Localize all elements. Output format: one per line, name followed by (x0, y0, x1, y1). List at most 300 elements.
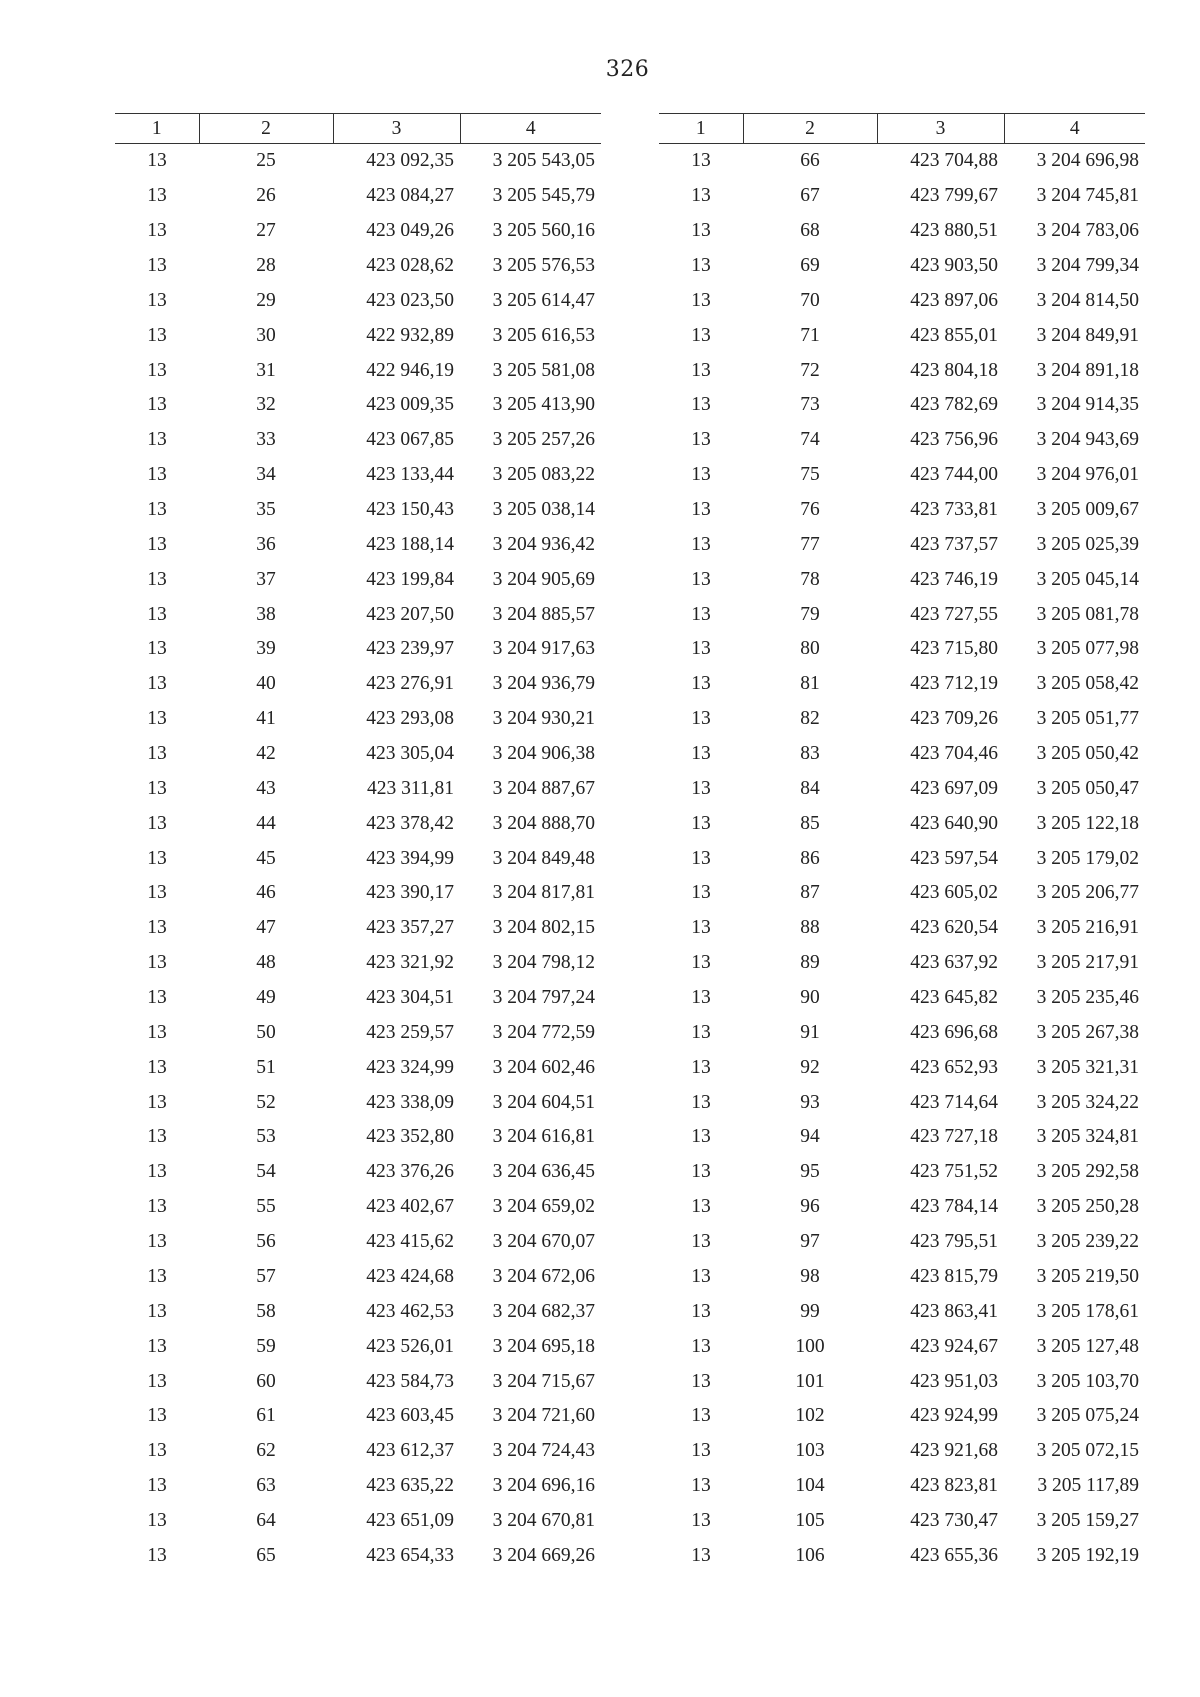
point-number-cell: 102 (795, 1405, 825, 1427)
column-header-2: 2 (199, 114, 333, 144)
table-row (659, 283, 1145, 318)
y-coordinate-cell: 3 204 914,35 (1036, 394, 1139, 416)
x-coordinate-cell: 423 304,51 (366, 987, 454, 1009)
table-row (115, 1085, 601, 1120)
point-number-cell: 58 (256, 1300, 276, 1322)
section-cell: 13 (691, 1509, 711, 1531)
y-coordinate-cell: 3 205 058,42 (1036, 673, 1139, 695)
y-coordinate-cell: 3 204 783,06 (1036, 220, 1139, 242)
table-row (659, 806, 1145, 841)
x-coordinate-cell: 423 023,50 (366, 289, 454, 311)
y-coordinate-cell: 3 205 239,22 (1036, 1231, 1139, 1253)
x-coordinate-cell: 423 133,44 (366, 464, 454, 486)
section-cell: 13 (691, 289, 711, 311)
point-number-cell: 47 (256, 917, 276, 939)
y-coordinate-cell: 3 204 814,50 (1036, 289, 1139, 311)
point-number-cell: 78 (800, 568, 820, 590)
section-cell: 13 (691, 1475, 711, 1497)
x-coordinate-cell: 423 603,45 (366, 1405, 454, 1427)
y-coordinate-cell: 3 205 206,77 (1036, 882, 1139, 904)
section-cell: 13 (691, 812, 711, 834)
point-number-cell: 55 (256, 1196, 276, 1218)
table-row (659, 1434, 1145, 1469)
y-coordinate-cell: 3 204 669,26 (492, 1544, 595, 1566)
x-coordinate-cell: 423 655,36 (910, 1544, 998, 1566)
section-cell: 13 (147, 952, 167, 974)
x-coordinate-cell: 423 863,41 (910, 1300, 998, 1322)
table-row (115, 771, 601, 806)
section-cell: 13 (691, 1021, 711, 1043)
y-coordinate-cell: 3 204 849,48 (492, 847, 595, 869)
point-number-cell: 68 (800, 220, 820, 242)
y-coordinate-cell: 3 205 083,22 (492, 464, 595, 486)
y-coordinate-cell: 3 205 122,18 (1036, 812, 1139, 834)
section-cell: 13 (691, 1300, 711, 1322)
table-row (659, 1364, 1145, 1399)
point-number-cell: 40 (256, 673, 276, 695)
section-cell: 13 (691, 1161, 711, 1183)
point-number-cell: 52 (256, 1091, 276, 1113)
point-number-cell: 26 (256, 185, 276, 207)
table-row (115, 597, 601, 632)
section-cell: 13 (147, 255, 167, 276)
point-number-cell: 79 (800, 603, 820, 625)
table-row (659, 353, 1145, 388)
x-coordinate-cell: 423 924,99 (910, 1405, 998, 1427)
section-cell: 13 (147, 1370, 167, 1392)
section-cell: 13 (147, 289, 167, 311)
x-coordinate-cell: 423 951,03 (910, 1370, 998, 1392)
table-row (115, 841, 601, 876)
point-number-cell: 98 (800, 1265, 820, 1287)
section-cell: 13 (691, 1056, 711, 1078)
table-row (659, 1294, 1145, 1329)
y-coordinate-cell: 3 205 051,77 (1036, 708, 1139, 730)
x-coordinate-cell: 423 276,91 (366, 673, 454, 695)
y-coordinate-cell: 3 205 178,61 (1036, 1300, 1139, 1322)
point-number-cell: 33 (256, 429, 276, 451)
section-cell: 13 (147, 777, 167, 799)
point-number-cell: 76 (800, 499, 820, 521)
point-number-cell: 32 (256, 394, 276, 416)
x-coordinate-cell: 423 795,51 (910, 1231, 998, 1253)
point-number-cell: 100 (795, 1335, 825, 1357)
y-coordinate-cell: 3 204 696,98 (1036, 150, 1139, 172)
point-number-cell: 42 (256, 743, 276, 765)
x-coordinate-cell: 423 880,51 (910, 220, 998, 242)
table-row (115, 1329, 601, 1364)
table-row (115, 1190, 601, 1225)
table-row (659, 1050, 1145, 1085)
y-coordinate-cell: 3 205 081,78 (1036, 603, 1139, 625)
x-coordinate-cell: 423 823,81 (910, 1475, 998, 1497)
section-cell: 13 (691, 1335, 711, 1357)
table-row (659, 1329, 1145, 1364)
y-coordinate-cell: 3 205 257,26 (492, 429, 595, 451)
y-coordinate-cell: 3 205 025,39 (1036, 533, 1139, 555)
point-number-cell: 53 (256, 1126, 276, 1148)
point-number-cell: 64 (256, 1509, 276, 1531)
x-coordinate-cell: 423 150,43 (366, 499, 454, 521)
y-coordinate-cell: 3 205 217,91 (1036, 952, 1139, 974)
y-coordinate-cell: 3 204 659,02 (492, 1196, 595, 1218)
x-coordinate-cell: 423 259,57 (366, 1021, 454, 1043)
table-row (659, 911, 1145, 946)
table-row (115, 214, 601, 249)
table-row (115, 911, 601, 946)
table-row (115, 388, 601, 423)
section-cell: 13 (147, 394, 167, 416)
point-number-cell: 28 (256, 255, 276, 276)
table-row (115, 1260, 601, 1295)
column-header-3: 3 (333, 114, 460, 144)
x-coordinate-cell: 423 727,18 (910, 1126, 998, 1148)
section-cell: 13 (147, 1544, 167, 1566)
y-coordinate-cell: 3 205 050,42 (1036, 743, 1139, 765)
point-number-cell: 99 (800, 1300, 820, 1322)
page-number: 326 (605, 57, 650, 82)
table-row (115, 179, 601, 214)
section-cell: 13 (147, 1231, 167, 1253)
point-number-cell: 30 (256, 324, 276, 346)
x-coordinate-cell: 423 067,85 (366, 429, 454, 451)
table-row (659, 562, 1145, 597)
x-coordinate-cell: 423 704,46 (910, 743, 998, 765)
point-number-cell: 89 (800, 952, 820, 974)
section-cell: 13 (691, 777, 711, 799)
point-number-cell: 65 (256, 1544, 276, 1566)
section-cell: 13 (691, 324, 711, 346)
x-coordinate-cell: 423 049,26 (366, 220, 454, 242)
y-coordinate-cell: 3 204 695,18 (492, 1335, 595, 1357)
y-coordinate-cell: 3 205 543,05 (492, 150, 595, 172)
column-header-1: 1 (659, 114, 743, 144)
table-row (659, 388, 1145, 423)
section-cell: 13 (691, 1440, 711, 1462)
point-number-cell: 27 (256, 220, 276, 242)
point-number-cell: 87 (800, 882, 820, 904)
point-number-cell: 50 (256, 1021, 276, 1043)
section-cell: 13 (147, 220, 167, 242)
x-coordinate-cell: 423 092,35 (366, 150, 454, 172)
y-coordinate-cell: 3 205 179,02 (1036, 847, 1139, 869)
y-coordinate-cell: 3 205 560,16 (492, 220, 595, 242)
table-row (115, 1399, 601, 1434)
point-number-cell: 63 (256, 1475, 276, 1497)
section-cell: 13 (691, 1126, 711, 1148)
table-body (659, 144, 1145, 1574)
point-number-cell: 91 (800, 1021, 820, 1043)
x-coordinate-cell: 423 704,88 (910, 150, 998, 172)
y-coordinate-cell: 3 204 721,60 (492, 1405, 595, 1427)
point-number-cell: 77 (800, 533, 820, 555)
x-coordinate-cell: 423 744,00 (910, 464, 998, 486)
x-coordinate-cell: 423 654,33 (366, 1544, 454, 1566)
table-row (659, 1015, 1145, 1050)
y-coordinate-cell: 3 205 075,24 (1036, 1405, 1139, 1427)
section-cell: 13 (147, 1405, 167, 1427)
x-coordinate-cell: 423 612,37 (366, 1440, 454, 1462)
table-row (659, 1155, 1145, 1190)
y-coordinate-cell: 3 205 292,58 (1036, 1161, 1139, 1183)
table-header (659, 114, 1145, 144)
x-coordinate-cell: 423 378,42 (366, 812, 454, 834)
table-row (659, 1504, 1145, 1539)
table-row (659, 667, 1145, 702)
y-coordinate-cell: 3 204 604,51 (492, 1091, 595, 1113)
y-coordinate-cell: 3 204 797,24 (492, 987, 595, 1009)
x-coordinate-cell: 423 357,27 (366, 917, 454, 939)
table-row (659, 1399, 1145, 1434)
point-number-cell: 35 (256, 499, 276, 521)
point-number-cell: 61 (256, 1405, 276, 1427)
table-row (115, 1538, 601, 1573)
table-row (115, 1434, 601, 1469)
table-row (115, 1364, 601, 1399)
x-coordinate-cell: 423 635,22 (366, 1475, 454, 1497)
point-number-cell: 75 (800, 464, 820, 486)
point-number-cell: 70 (800, 289, 820, 311)
table-row (115, 702, 601, 737)
section-cell: 13 (147, 1475, 167, 1497)
table-row (115, 1015, 601, 1050)
table-row (659, 1190, 1145, 1225)
table-row (659, 144, 1145, 179)
point-number-cell: 39 (256, 638, 276, 660)
x-coordinate-cell: 423 352,80 (366, 1126, 454, 1148)
point-number-cell: 66 (800, 150, 820, 172)
section-cell: 13 (147, 1335, 167, 1357)
point-number-cell: 97 (800, 1231, 820, 1253)
y-coordinate-cell: 3 204 817,81 (492, 882, 595, 904)
column-header-4: 4 (1004, 114, 1145, 144)
point-number-cell: 106 (795, 1544, 825, 1566)
x-coordinate-cell: 423 321,92 (366, 952, 454, 974)
table-row (115, 527, 601, 562)
y-coordinate-cell: 3 205 159,27 (1036, 1509, 1139, 1531)
table-row (115, 283, 601, 318)
x-coordinate-cell: 423 402,67 (366, 1196, 454, 1218)
x-coordinate-cell: 422 932,89 (366, 324, 454, 346)
table-row (115, 1225, 601, 1260)
point-number-cell: 34 (256, 464, 276, 486)
table-row (115, 353, 601, 388)
table-row (659, 493, 1145, 528)
section-cell: 13 (147, 743, 167, 765)
y-coordinate-cell: 3 204 715,67 (492, 1370, 595, 1392)
x-coordinate-cell: 423 605,02 (910, 882, 998, 904)
table-row (115, 1294, 601, 1329)
x-coordinate-cell: 423 390,17 (366, 882, 454, 904)
y-coordinate-cell: 3 205 219,50 (1036, 1265, 1139, 1287)
y-coordinate-cell: 3 204 887,67 (492, 777, 595, 799)
table-row (659, 876, 1145, 911)
section-cell: 13 (147, 150, 167, 172)
point-number-cell: 104 (795, 1475, 825, 1497)
x-coordinate-cell: 423 712,19 (910, 673, 998, 695)
x-coordinate-cell: 423 645,82 (910, 987, 998, 1009)
point-number-cell: 74 (800, 429, 820, 451)
x-coordinate-cell: 423 697,09 (910, 777, 998, 799)
y-coordinate-cell: 3 205 250,28 (1036, 1196, 1139, 1218)
x-coordinate-cell: 423 424,68 (366, 1265, 454, 1287)
point-number-cell: 105 (795, 1509, 825, 1531)
y-coordinate-cell: 3 205 127,48 (1036, 1335, 1139, 1357)
section-cell: 13 (691, 603, 711, 625)
y-coordinate-cell: 3 204 670,81 (492, 1509, 595, 1531)
section-cell: 13 (691, 429, 711, 451)
x-coordinate-cell: 423 324,99 (366, 1056, 454, 1078)
section-cell: 13 (691, 394, 711, 416)
section-cell: 13 (691, 220, 711, 242)
point-number-cell: 43 (256, 777, 276, 799)
section-cell: 13 (691, 917, 711, 939)
y-coordinate-cell: 3 205 050,47 (1036, 777, 1139, 799)
y-coordinate-cell: 3 204 799,34 (1036, 255, 1139, 276)
point-number-cell: 36 (256, 533, 276, 555)
y-coordinate-cell: 3 204 636,45 (492, 1161, 595, 1183)
y-coordinate-cell: 3 205 038,14 (492, 499, 595, 521)
point-number-cell: 95 (800, 1161, 820, 1183)
y-coordinate-cell: 3 204 930,21 (492, 708, 595, 730)
section-cell: 13 (691, 1405, 711, 1427)
x-coordinate-cell: 423 714,64 (910, 1091, 998, 1113)
y-coordinate-cell: 3 204 670,07 (492, 1231, 595, 1253)
table-row (115, 946, 601, 981)
point-number-cell: 101 (795, 1370, 825, 1392)
x-coordinate-cell: 423 028,62 (366, 255, 454, 276)
point-number-cell: 83 (800, 743, 820, 765)
y-coordinate-cell: 3 205 413,90 (492, 394, 595, 416)
section-cell: 13 (147, 603, 167, 625)
y-coordinate-cell: 3 204 976,01 (1036, 464, 1139, 486)
table-row (115, 1050, 601, 1085)
point-number-cell: 69 (800, 255, 820, 276)
x-coordinate-cell: 423 727,55 (910, 603, 998, 625)
table-row (659, 841, 1145, 876)
x-coordinate-cell: 423 709,26 (910, 708, 998, 730)
section-cell: 13 (691, 255, 711, 276)
x-coordinate-cell: 423 751,52 (910, 1161, 998, 1183)
table-row (115, 493, 601, 528)
x-coordinate-cell: 423 737,57 (910, 533, 998, 555)
x-coordinate-cell: 423 415,62 (366, 1231, 454, 1253)
y-coordinate-cell: 3 204 906,38 (492, 743, 595, 765)
section-cell: 13 (147, 1196, 167, 1218)
y-coordinate-cell: 3 205 545,79 (492, 185, 595, 207)
section-cell: 13 (691, 847, 711, 869)
table-row (115, 1155, 601, 1190)
table-row (115, 423, 601, 458)
y-coordinate-cell: 3 204 891,18 (1036, 359, 1139, 381)
table-body (115, 144, 601, 1574)
section-cell: 13 (147, 1265, 167, 1287)
point-number-cell: 88 (800, 917, 820, 939)
table-row (659, 1260, 1145, 1295)
point-number-cell: 59 (256, 1335, 276, 1357)
table-row (659, 1469, 1145, 1504)
point-number-cell: 84 (800, 777, 820, 799)
y-coordinate-cell: 3 204 936,42 (492, 533, 595, 555)
y-coordinate-cell: 3 205 077,98 (1036, 638, 1139, 660)
table-row (115, 249, 601, 284)
x-coordinate-cell: 423 009,35 (366, 394, 454, 416)
y-coordinate-cell: 3 204 943,69 (1036, 429, 1139, 451)
section-cell: 13 (691, 1544, 711, 1566)
table-row (115, 562, 601, 597)
section-cell: 13 (691, 638, 711, 660)
section-cell: 13 (147, 1300, 167, 1322)
table-row (659, 1120, 1145, 1155)
section-cell: 13 (691, 359, 711, 381)
y-coordinate-cell: 3 204 672,06 (492, 1265, 595, 1287)
column-header-4: 4 (460, 114, 601, 144)
table-row (659, 702, 1145, 737)
y-coordinate-cell: 3 205 324,22 (1036, 1091, 1139, 1113)
point-number-cell: 44 (256, 812, 276, 834)
section-cell: 13 (147, 882, 167, 904)
point-number-cell: 73 (800, 394, 820, 416)
point-number-cell: 25 (256, 150, 276, 172)
section-cell: 13 (691, 882, 711, 904)
y-coordinate-cell: 3 205 072,15 (1036, 1440, 1139, 1462)
table-row (659, 423, 1145, 458)
point-number-cell: 45 (256, 847, 276, 869)
x-coordinate-cell: 423 207,50 (366, 603, 454, 625)
section-cell: 13 (691, 673, 711, 695)
table-row (659, 527, 1145, 562)
table-row (659, 318, 1145, 353)
table-row (659, 981, 1145, 1016)
x-coordinate-cell: 423 815,79 (910, 1265, 998, 1287)
table-row (659, 214, 1145, 249)
table-row (659, 946, 1145, 981)
y-coordinate-cell: 3 204 849,91 (1036, 324, 1139, 346)
table-row (115, 458, 601, 493)
table-row (115, 737, 601, 772)
table-row (115, 981, 601, 1016)
table-row (659, 179, 1145, 214)
section-cell: 13 (691, 464, 711, 486)
table-row (659, 249, 1145, 284)
section-cell: 13 (691, 1370, 711, 1392)
table-row (115, 806, 601, 841)
y-coordinate-cell: 3 205 321,31 (1036, 1056, 1139, 1078)
point-number-cell: 37 (256, 568, 276, 590)
x-coordinate-cell: 423 199,84 (366, 568, 454, 590)
y-coordinate-cell: 3 204 745,81 (1036, 185, 1139, 207)
y-coordinate-cell: 3 205 616,53 (492, 324, 595, 346)
y-coordinate-cell: 3 205 192,19 (1036, 1544, 1139, 1566)
y-coordinate-cell: 3 204 602,46 (492, 1056, 595, 1078)
point-number-cell: 96 (800, 1196, 820, 1218)
section-cell: 13 (147, 917, 167, 939)
column-header-3: 3 (877, 114, 1004, 144)
point-number-cell: 103 (795, 1440, 825, 1462)
y-coordinate-cell: 3 204 888,70 (492, 812, 595, 834)
section-cell: 13 (691, 708, 711, 730)
table-row (115, 144, 601, 179)
section-cell: 13 (147, 1161, 167, 1183)
section-cell: 13 (691, 533, 711, 555)
point-number-cell: 82 (800, 708, 820, 730)
point-number-cell: 85 (800, 812, 820, 834)
x-coordinate-cell: 423 376,26 (366, 1161, 454, 1183)
section-cell: 13 (147, 185, 167, 207)
column-header-2: 2 (743, 114, 877, 144)
y-coordinate-cell: 3 205 045,14 (1036, 568, 1139, 590)
y-coordinate-cell: 3 204 885,57 (492, 603, 595, 625)
